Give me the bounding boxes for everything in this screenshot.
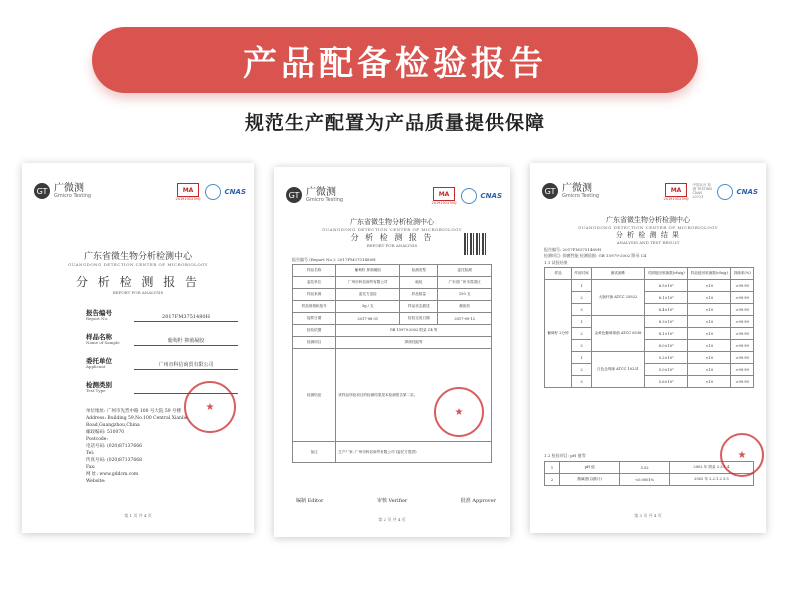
table-cell: pH 值: [560, 462, 620, 474]
report-title-cn: 分 析 检 测 报 告: [75, 275, 201, 289]
table-cell: 检验依据: [293, 325, 336, 337]
table-cell: 8.1×10⁵: [645, 328, 688, 340]
cma-number: 2019192239Q: [431, 201, 457, 205]
table-cell: 2002 年 2.2.1.2 3.5: [669, 474, 753, 486]
table-cell: 抑菌性能等: [336, 337, 492, 349]
table-header: 样品组回收菌数(cfu/g): [688, 268, 731, 280]
table-cell: 接样日期: [293, 313, 336, 325]
title-banner: [92, 27, 698, 93]
table-cell: 样品来源: [293, 289, 336, 301]
table-row: [545, 474, 754, 486]
table-cell: 委托单位: [293, 277, 336, 289]
center-name-cn: 广东省微生物分析检测中心: [606, 216, 690, 224]
table-cell: 大肠杆菌 ATCC 25922: [591, 280, 644, 316]
table-cell: >99.99: [731, 292, 754, 304]
center-name-en: GUANGDONG DETECTION CENTER OF MICROBIOLOGY: [578, 225, 718, 230]
certification-marks: [176, 183, 247, 201]
table-cell: 1: [572, 316, 592, 328]
table-cell: <0.0001%: [620, 474, 669, 486]
gmicro-logo-icon: GT: [34, 183, 50, 199]
table-cell: 5.6×10⁵: [645, 376, 688, 388]
qr-code-icon: [464, 233, 486, 255]
table-cell: 2002 年 附录 2.3.1.4: [669, 462, 753, 474]
table-header: 抑菌率(%): [731, 268, 754, 280]
table-cell: 广东省广州市荔湾区: [438, 277, 492, 289]
table-cell: 2017-09-12: [438, 313, 492, 325]
table-row: [545, 304, 754, 316]
table-cell: GB 15979-2002 附录 C4 等: [336, 325, 492, 337]
certification-marks: [664, 183, 759, 201]
table-cell: 6.1×10⁵: [645, 292, 688, 304]
report-number: 报告编号 (Report No.): 2017FM3751480H: [292, 257, 376, 262]
logo-en: Gmicro Testing: [306, 196, 344, 203]
report-title-cn: 分 析 检 测 报 告: [350, 233, 434, 242]
editor-signature: 编制 Editor: [296, 498, 324, 504]
table-cell: >99.99: [731, 340, 754, 352]
table-row: [293, 337, 492, 349]
table-cell: 备注: [293, 442, 336, 463]
field-value: 2017FM3751480H: [134, 314, 238, 322]
table-cell: 检测结论: [293, 349, 336, 442]
table-cell: >99.99: [731, 316, 754, 328]
table-cell: <10: [688, 340, 731, 352]
field-label: 检测类别: [86, 381, 112, 389]
official-seal-icon: ★: [720, 433, 764, 477]
table-cell: >99.99: [731, 364, 754, 376]
logo-en: Gmicro Testing: [54, 192, 92, 199]
ilac-mra-icon: [205, 184, 221, 200]
table-cell: 2: [572, 328, 592, 340]
table-row: [545, 352, 754, 364]
table-cell: <10: [688, 292, 731, 304]
official-seal-icon: ★: [434, 387, 484, 437]
table-cell: 6.5×10⁵: [645, 280, 688, 292]
table-row: [293, 442, 492, 463]
approver-signature: 批准 Approver: [460, 498, 496, 504]
report-results-page: [530, 163, 766, 533]
subtitle: 规范生产配置为产品质量提供保障: [244, 112, 545, 134]
section-title: 1.2 检验项目: pH 值等: [544, 453, 586, 458]
table-cell: 2: [572, 364, 592, 376]
table-cell: 8.3×10⁵: [645, 316, 688, 328]
table-cell: 检测项目: [293, 337, 336, 349]
test-method: 检测项目: 抑菌性能 检测依据: GB 15979-2002 附录 C4: [544, 253, 647, 258]
page-number: 第 2 页 共 4 页: [378, 517, 406, 522]
table-cell: 样品规格和批号: [293, 301, 336, 313]
table-cell: 委托方送检: [336, 289, 400, 301]
report-cover-page: [22, 163, 254, 533]
contact-line: Postcode:: [86, 436, 108, 442]
table-cell: 1: [545, 462, 560, 474]
field-label: 委托单位: [86, 357, 112, 365]
field-label-en: Name of Sample: [86, 340, 120, 346]
table-cell: 金黄色葡萄球菌 ATCC 6538: [591, 316, 644, 352]
field-label: 报告编号: [86, 309, 112, 317]
table-row: [293, 325, 492, 337]
table-row: [293, 277, 492, 289]
center-name-en: GUANGDONG DETECTION CENTER OF MICROBIOLOGY: [322, 227, 462, 232]
table-cell: 8.0×10⁵: [645, 340, 688, 352]
table-cell: 检测类型: [400, 265, 438, 277]
table-cell: <10: [688, 364, 731, 376]
table-cell: 酸碱度(以酸计): [560, 474, 620, 486]
gmicro-logo: [542, 183, 599, 199]
field-value: 葡萄籽 抑菌凝胶: [134, 337, 238, 346]
antibacterial-results-table: [544, 267, 754, 388]
table-cell: 3: [572, 376, 592, 388]
field-sample-name: [86, 334, 238, 346]
contact-line: 邮政编码: 510070: [86, 429, 125, 435]
table-cell: 3: [572, 304, 592, 316]
table-cell: 5.52: [620, 462, 669, 474]
field-label-en: Report No.: [86, 316, 109, 322]
table-row: [545, 376, 754, 388]
table-cell: 白色念珠菌 ATCC 10231: [591, 352, 644, 388]
cert-text: 中国认可 检测 TESTING CNAS L0713: [692, 183, 713, 199]
field-label: 样品名称: [86, 333, 112, 341]
table-header: 作用时间: [572, 268, 592, 280]
cnas-mark-icon: CNAS: [480, 192, 502, 200]
table-cell: <10: [688, 304, 731, 316]
center-name-en: GUANGDONG DETECTION CENTER OF MICROBIOLOGY: [68, 262, 208, 267]
table-cell: 检验完成日期: [400, 313, 438, 325]
logo-en: Gmicro Testing: [562, 192, 600, 199]
cma-mark-icon: MA: [433, 187, 455, 201]
table-cell: 3: [572, 340, 592, 352]
table-cell: >99.99: [731, 352, 754, 364]
gmicro-logo: [34, 183, 91, 199]
gmicro-logo-icon: GT: [286, 187, 302, 203]
report-title-en: ANALYSIS AND TEST RESULT: [616, 240, 680, 245]
ilac-mra-icon: [461, 188, 477, 204]
report-title-en: REPORT FOR ANALYSIS: [366, 243, 418, 248]
cma-number: 2019192239Q: [663, 197, 689, 201]
table-cell: 6.4×10⁵: [645, 304, 688, 316]
table-header: 对照组回收菌数(cfu/g): [645, 268, 688, 280]
signature-row: [296, 497, 496, 504]
table-cell: 3g / 支: [336, 301, 400, 313]
report-summary-page: [274, 167, 510, 537]
section-title: 1.1 试验结果: [544, 260, 568, 265]
verifier-signature: 审核 Verifier: [376, 498, 408, 504]
contact-line: Address: Building 59,No.100 Central Xianlie Road,Guangzhou,China: [86, 415, 188, 428]
report-title-cn: 分 析 检 测 结 果: [615, 231, 681, 239]
table-row: [545, 340, 754, 352]
report-title-en: REPORT FOR ANALYSIS: [112, 290, 164, 295]
table-row: [293, 313, 492, 325]
table-cell: 生产厂家: 广州市科信商贸有限公司 (委托方提供): [336, 442, 492, 463]
table-cell: 2: [545, 474, 560, 486]
table-header: 测试菌株: [591, 268, 644, 280]
center-name-cn: 广东省微生物分析检测中心: [350, 218, 434, 226]
table-row: [545, 280, 754, 292]
table-cell: 委托检测: [438, 265, 492, 277]
contact-line: 电话号码: (020)87137666: [86, 443, 142, 449]
table-cell: 5.2×10⁵: [645, 352, 688, 364]
logo-cn: 广微测: [306, 186, 336, 198]
table-cell: 广州市科信商贸有限公司: [336, 277, 400, 289]
page-number: 第 1 页 共 4 页: [124, 513, 152, 518]
contact-line: Fax:: [86, 464, 96, 470]
table-cell: >99.99: [731, 280, 754, 292]
banner-title: 产品配备检验报告: [243, 43, 547, 84]
table-row: [545, 292, 754, 304]
table-cell: 凝胶状: [438, 301, 492, 313]
contact-line: 单位地址: 广州市先烈中路 100 号大院 59 号楼: [86, 409, 181, 414]
contact-line: Website:: [86, 478, 106, 484]
table-cell: 1: [572, 352, 592, 364]
table-row: [545, 316, 754, 328]
table-cell: <10: [688, 376, 731, 388]
cma-mark-icon: MA: [665, 183, 687, 197]
cnas-mark-icon: CNAS: [224, 188, 246, 196]
table-cell: 样品数量: [400, 289, 438, 301]
official-seal-icon: ★: [184, 381, 236, 433]
contact-line: 网 址: www.gddcm.com: [86, 471, 139, 477]
gmicro-logo: [286, 187, 343, 203]
table-cell: >99.99: [731, 328, 754, 340]
table-cell: 2: [572, 292, 592, 304]
table-header: 样品: [545, 268, 572, 280]
table-cell: 地址: [400, 277, 438, 289]
table-row: [545, 364, 754, 376]
table-cell: 葡萄籽 抑菌凝胶: [336, 265, 400, 277]
table-row: [293, 289, 492, 301]
field-applicant: [86, 358, 238, 370]
cma-mark-icon: MA: [177, 183, 199, 197]
table-row: [293, 265, 492, 277]
table-cell: <10: [688, 328, 731, 340]
page-number: 第 3 页 共 4 页: [634, 513, 662, 518]
table-cell: <10: [688, 280, 731, 292]
field-value: 广州市科信商贸有限公司: [134, 361, 238, 370]
logo-cn: 广微测: [54, 182, 84, 194]
table-cell: <10: [688, 316, 731, 328]
field-label-en: Applicant: [86, 364, 106, 370]
table-cell: >99.99: [731, 376, 754, 388]
table-cell: 样品名称: [293, 265, 336, 277]
table-cell: 1: [572, 280, 592, 292]
field-report-no: [86, 310, 238, 322]
logo-cn: 广微测: [562, 182, 592, 194]
table-row: [293, 301, 492, 313]
table-cell: >99.99: [731, 304, 754, 316]
field-label-en: Test Type: [86, 388, 106, 394]
contact-line: 传真号码: (020)87137668: [86, 457, 142, 463]
table-row: [545, 268, 754, 280]
cma-number: 2019192239Q: [175, 197, 201, 201]
certification-marks: [432, 187, 503, 205]
table-cell: 葡萄籽 2分钟: [545, 280, 572, 388]
table-cell: 样品状态描述: [400, 301, 438, 313]
report-number: 报告编号: 2017FM3751480H: [544, 247, 601, 252]
table-cell: <10: [688, 352, 731, 364]
contact-line: Tel:: [86, 450, 95, 456]
gmicro-logo-icon: GT: [542, 183, 558, 199]
table-cell: 2017-08-31: [336, 313, 400, 325]
ilac-mra-icon: [717, 184, 733, 200]
cnas-mark-icon: CNAS: [736, 188, 758, 196]
table-cell: 150 支: [438, 289, 492, 301]
table-cell: 该样品所检项目的检测结果见本检测报告第二页。: [336, 349, 492, 442]
table-row: [545, 328, 754, 340]
center-name-cn: 广东省微生物分析检测中心: [83, 252, 192, 262]
table-cell: 5.0×10⁵: [645, 364, 688, 376]
